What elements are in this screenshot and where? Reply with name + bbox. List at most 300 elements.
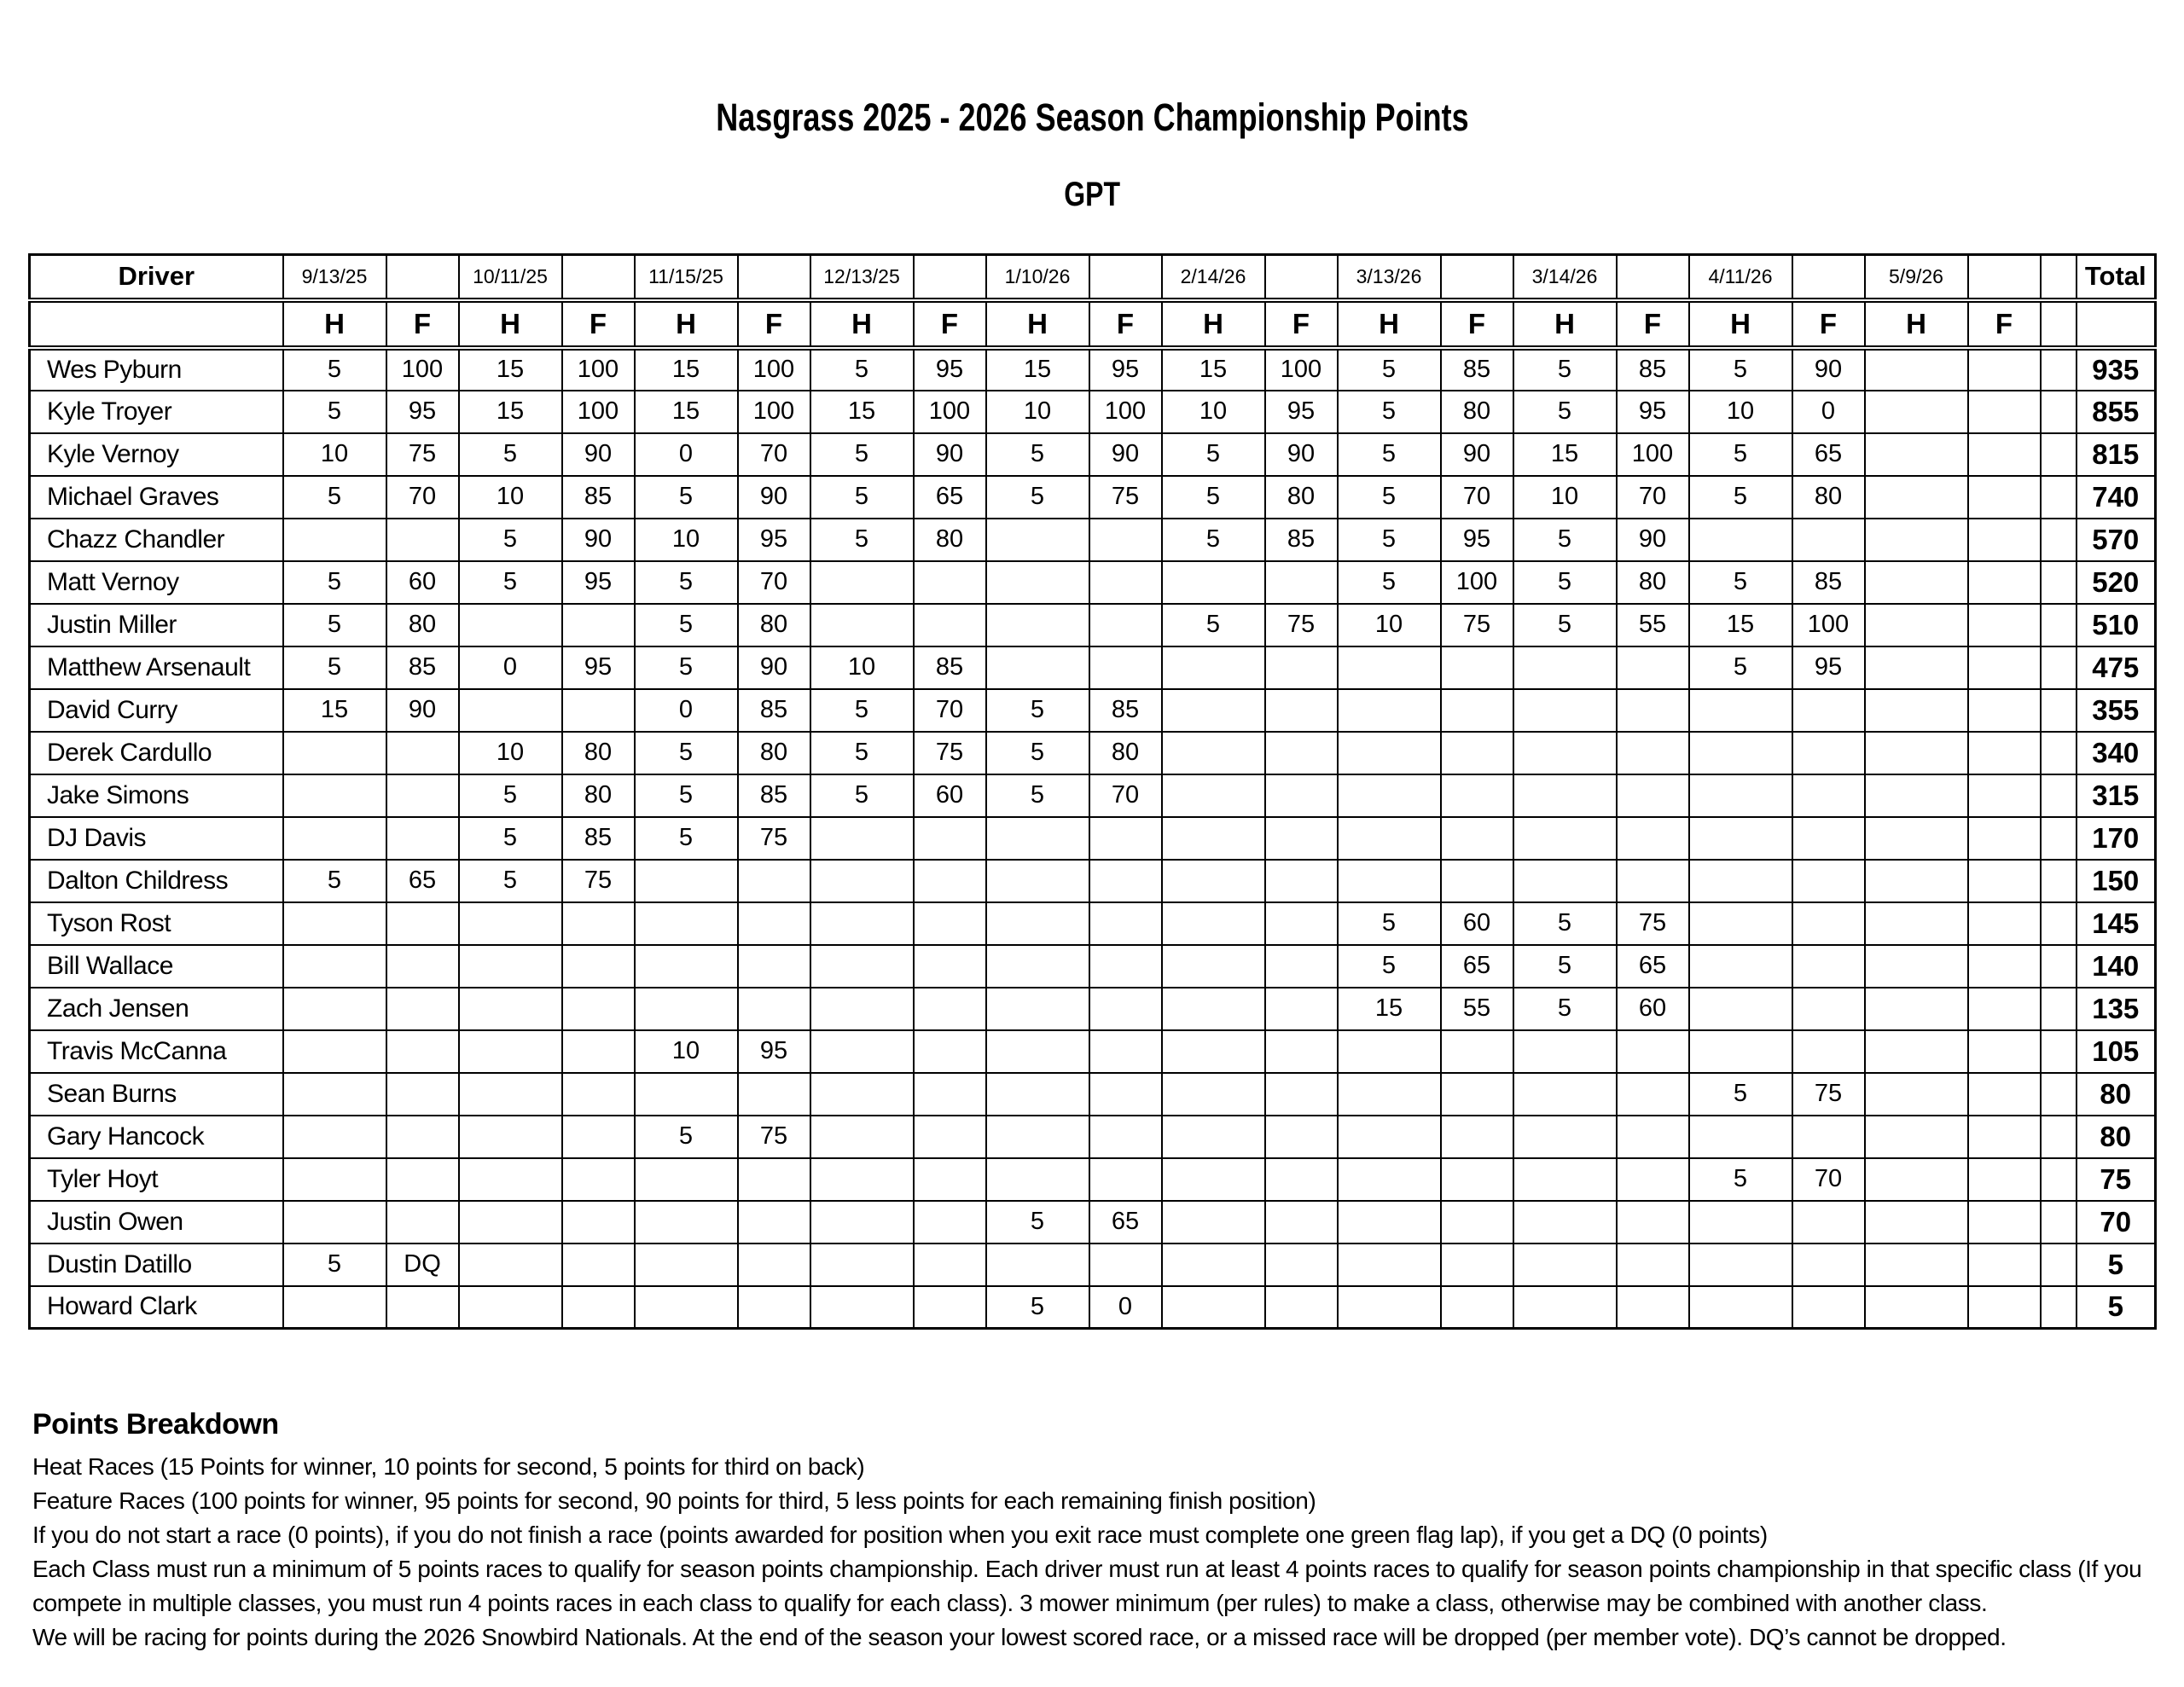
points-cell-14: 15 [1513,433,1617,476]
points-cell-8 [986,646,1089,689]
spacer-column-header [2041,255,2077,300]
points-cell-18 [1865,604,1968,646]
points-cell-17: 65 [1792,433,1865,476]
points-cell-16: 5 [1689,1158,1792,1201]
points-cell-8: 5 [986,433,1089,476]
total-cell: 5 [2077,1286,2156,1329]
spacer-cell [2041,391,2077,433]
points-cell-12: 10 [1338,604,1441,646]
points-cell-18 [1865,561,1968,604]
heat-column-header-1: H [459,300,562,348]
driver-row-19 [30,1158,2156,1201]
points-cell-12: 5 [1338,476,1441,519]
points-cell-4: 0 [635,433,738,476]
points-cell-15: 60 [1617,988,1689,1030]
spacer-cell [2041,1030,2077,1073]
points-cell-14 [1513,1201,1617,1244]
points-cell-8 [986,604,1089,646]
points-cell-13: 65 [1441,945,1513,988]
points-cell-7 [914,988,986,1030]
date-header-blank-8 [1792,255,1865,300]
points-cell-13 [1441,732,1513,774]
points-cell-0 [283,1158,386,1201]
points-cell-11 [1265,774,1338,817]
points-cell-17 [1792,902,1865,945]
points-cell-19 [1968,476,2041,519]
total-cell: 355 [2077,689,2156,732]
notes-section [32,1408,2150,1655]
points-cell-12: 5 [1338,391,1441,433]
points-cell-14: 5 [1513,945,1617,988]
points-cell-7 [914,1244,986,1286]
points-cell-8 [986,860,1089,902]
points-cell-17 [1792,988,1865,1030]
points-cell-0 [283,774,386,817]
points-cell-14 [1513,689,1617,732]
points-cell-13: 100 [1441,561,1513,604]
driver-row-14 [30,945,2156,988]
points-cell-15: 75 [1617,902,1689,945]
points-cell-15 [1617,1073,1689,1116]
driver-column-subheader [30,300,283,348]
points-cell-3: 90 [562,519,635,561]
driver-row-11 [30,817,2156,860]
points-cell-19 [1968,1116,2041,1158]
points-cell-4: 15 [635,348,738,391]
points-cell-17 [1792,1244,1865,1286]
total-cell: 135 [2077,988,2156,1030]
points-cell-16: 5 [1689,646,1792,689]
points-cell-3: 95 [562,561,635,604]
points-cell-1: 90 [386,689,459,732]
points-cell-4: 5 [635,561,738,604]
points-cell-6: 5 [810,774,914,817]
spacer-cell [2041,1116,2077,1158]
driver-row-7 [30,646,2156,689]
points-cell-16 [1689,1116,1792,1158]
points-cell-12 [1338,732,1441,774]
points-cell-16: 5 [1689,348,1792,391]
points-cell-16 [1689,1030,1792,1073]
points-cell-18 [1865,391,1968,433]
points-cell-18 [1865,646,1968,689]
points-cell-2: 15 [459,348,562,391]
points-cell-15: 70 [1617,476,1689,519]
driver-row-1 [30,391,2156,433]
points-cell-2 [459,1158,562,1201]
points-cell-15 [1617,860,1689,902]
total-cell: 740 [2077,476,2156,519]
points-cell-4 [635,1286,738,1329]
driver-row-9 [30,732,2156,774]
heat-column-header-9: H [1865,300,1968,348]
points-cell-4: 0 [635,689,738,732]
points-cell-18 [1865,1201,1968,1244]
points-cell-10 [1162,732,1265,774]
points-cell-0: 5 [283,1244,386,1286]
points-cell-13 [1441,1244,1513,1286]
points-cell-17: 95 [1792,646,1865,689]
points-cell-12: 5 [1338,433,1441,476]
points-cell-16 [1689,774,1792,817]
driver-row-15 [30,988,2156,1030]
points-cell-11 [1265,1244,1338,1286]
points-cell-5: 100 [738,348,810,391]
points-cell-6 [810,1030,914,1073]
points-cell-17 [1792,817,1865,860]
points-cell-11 [1265,1158,1338,1201]
points-cell-8 [986,519,1089,561]
points-cell-1 [386,945,459,988]
points-cell-7 [914,1030,986,1073]
points-cell-0 [283,1201,386,1244]
points-cell-13 [1441,1073,1513,1116]
total-cell: 80 [2077,1116,2156,1158]
date-header-blank-9 [1968,255,2041,300]
points-cell-7 [914,1073,986,1116]
points-cell-4: 5 [635,732,738,774]
points-cell-1: DQ [386,1244,459,1286]
driver-name-cell: Wes Pyburn [30,348,283,391]
date-header-9: 5/9/26 [1865,255,1968,300]
points-cell-0 [283,1286,386,1329]
driver-name-cell: Derek Cardullo [30,732,283,774]
driver-name-cell: DJ Davis [30,817,283,860]
points-cell-17 [1792,945,1865,988]
points-cell-4 [635,945,738,988]
points-cell-0: 5 [283,476,386,519]
heat-column-header-8: H [1689,300,1792,348]
points-cell-15 [1617,1116,1689,1158]
points-cell-13: 60 [1441,902,1513,945]
points-cell-3 [562,1030,635,1073]
driver-row-8 [30,689,2156,732]
points-cell-4: 5 [635,817,738,860]
points-cell-6 [810,604,914,646]
points-cell-8 [986,1158,1089,1201]
points-cell-8 [986,988,1089,1030]
notes-line-4: We will be racing for points during the 2026 Snowbird Nationals. At the end of the season your lowest scored race, or a missed race will be dropped (per member vote). DQ’s cannot be dropped. [32,1624,2007,1650]
points-cell-11 [1265,732,1338,774]
points-cell-17: 100 [1792,604,1865,646]
points-cell-12: 5 [1338,561,1441,604]
points-cell-1: 70 [386,476,459,519]
points-cell-0: 5 [283,604,386,646]
points-cell-9 [1089,1244,1162,1286]
total-cell: 170 [2077,817,2156,860]
points-cell-19 [1968,1286,2041,1329]
points-cell-6: 5 [810,433,914,476]
points-cell-8: 10 [986,391,1089,433]
points-cell-7 [914,1158,986,1201]
points-table [28,253,2157,1330]
spacer-cell [2041,860,2077,902]
points-cell-12 [1338,1073,1441,1116]
points-cell-9: 75 [1089,476,1162,519]
points-cell-5: 70 [738,561,810,604]
driver-name-cell: Dalton Childress [30,860,283,902]
points-cell-18 [1865,817,1968,860]
points-cell-7: 75 [914,732,986,774]
points-cell-7: 60 [914,774,986,817]
points-cell-7 [914,1201,986,1244]
points-cell-19 [1968,817,2041,860]
points-cell-14: 5 [1513,348,1617,391]
date-header-blank-6 [1441,255,1513,300]
points-cell-14 [1513,1030,1617,1073]
points-cell-10 [1162,860,1265,902]
points-cell-9 [1089,604,1162,646]
points-cell-5 [738,945,810,988]
driver-row-18 [30,1116,2156,1158]
points-cell-14: 5 [1513,988,1617,1030]
spacer-cell [2041,774,2077,817]
points-cell-12 [1338,1201,1441,1244]
points-cell-7: 80 [914,519,986,561]
spacer-cell [2041,1286,2077,1329]
points-cell-10: 5 [1162,433,1265,476]
driver-name-cell: David Curry [30,689,283,732]
driver-name-cell: Kyle Troyer [30,391,283,433]
points-cell-13: 55 [1441,988,1513,1030]
driver-row-5 [30,561,2156,604]
points-cell-6: 5 [810,519,914,561]
points-cell-10: 5 [1162,519,1265,561]
points-cell-0 [283,902,386,945]
points-cell-1 [386,1030,459,1073]
points-cell-10 [1162,689,1265,732]
points-cell-18 [1865,860,1968,902]
points-cell-19 [1968,561,2041,604]
points-cell-1 [386,774,459,817]
points-cell-6 [810,988,914,1030]
points-cell-11 [1265,1116,1338,1158]
points-cell-14: 5 [1513,604,1617,646]
points-cell-8 [986,902,1089,945]
points-cell-8: 5 [986,1286,1089,1329]
points-cell-18 [1865,476,1968,519]
driver-name-cell: Justin Miller [30,604,283,646]
points-cell-10 [1162,945,1265,988]
points-cell-3 [562,1201,635,1244]
points-cell-7: 95 [914,348,986,391]
points-cell-4: 15 [635,391,738,433]
points-cell-5 [738,1244,810,1286]
points-cell-5: 95 [738,1030,810,1073]
points-cell-6 [810,1201,914,1244]
points-cell-11 [1265,689,1338,732]
points-cell-9: 70 [1089,774,1162,817]
points-cell-3 [562,988,635,1030]
points-cell-17: 0 [1792,391,1865,433]
feature-column-header-2: F [738,300,810,348]
points-cell-11 [1265,988,1338,1030]
points-cell-15 [1617,1030,1689,1073]
driver-name-cell: Gary Hancock [30,1116,283,1158]
points-cell-12 [1338,689,1441,732]
driver-column-header: Driver [30,255,283,300]
points-cell-19 [1968,391,2041,433]
points-cell-5: 70 [738,433,810,476]
points-cell-14 [1513,646,1617,689]
points-cell-7: 90 [914,433,986,476]
driver-name-cell: Chazz Chandler [30,519,283,561]
feature-column-header-0: F [386,300,459,348]
driver-name-cell: Michael Graves [30,476,283,519]
points-cell-7 [914,1286,986,1329]
spacer-cell [2041,1158,2077,1201]
points-cell-6 [810,945,914,988]
points-cell-9: 95 [1089,348,1162,391]
points-cell-19 [1968,348,2041,391]
points-cell-3: 80 [562,774,635,817]
total-cell: 520 [2077,561,2156,604]
driver-name-cell: Matt Vernoy [30,561,283,604]
points-cell-9 [1089,902,1162,945]
points-cell-1 [386,519,459,561]
points-cell-16 [1689,860,1792,902]
points-cell-1 [386,1073,459,1116]
total-cell: 80 [2077,1073,2156,1116]
points-cell-2: 5 [459,561,562,604]
date-header-1: 10/11/25 [459,255,562,300]
points-cell-9 [1089,860,1162,902]
points-cell-1: 100 [386,348,459,391]
points-cell-2 [459,988,562,1030]
spacer-cell [2041,604,2077,646]
date-header-blank-0 [386,255,459,300]
driver-name-cell: Kyle Vernoy [30,433,283,476]
feature-column-header-1: F [562,300,635,348]
points-cell-12 [1338,1030,1441,1073]
points-cell-19 [1968,689,2041,732]
points-cell-12 [1338,817,1441,860]
spacer-cell [2041,433,2077,476]
points-cell-13 [1441,646,1513,689]
date-header-2: 11/15/25 [635,255,738,300]
points-cell-3: 85 [562,817,635,860]
points-cell-1 [386,1201,459,1244]
points-cell-4: 5 [635,1116,738,1158]
points-cell-2: 5 [459,817,562,860]
points-cell-18 [1865,902,1968,945]
points-cell-6 [810,902,914,945]
points-cell-2 [459,1116,562,1158]
driver-name-cell: Matthew Arsenault [30,646,283,689]
points-cell-10 [1162,1158,1265,1201]
points-cell-3: 80 [562,732,635,774]
points-cell-14 [1513,1244,1617,1286]
points-cell-5: 80 [738,604,810,646]
points-cell-15 [1617,689,1689,732]
points-cell-6 [810,817,914,860]
date-header-blank-4 [1089,255,1162,300]
points-cell-4: 5 [635,646,738,689]
points-cell-8 [986,1073,1089,1116]
points-cell-18 [1865,988,1968,1030]
total-cell: 5 [2077,1244,2156,1286]
points-cell-17: 90 [1792,348,1865,391]
points-cell-13: 85 [1441,348,1513,391]
points-cell-11 [1265,1201,1338,1244]
feature-column-header-9: F [1968,300,2041,348]
points-cell-6 [810,1116,914,1158]
spacer-cell [2041,689,2077,732]
driver-name-cell: Sean Burns [30,1073,283,1116]
points-cell-13 [1441,1030,1513,1073]
points-cell-12 [1338,1244,1441,1286]
points-cell-19 [1968,646,2041,689]
points-cell-19 [1968,945,2041,988]
points-cell-1: 75 [386,433,459,476]
points-cell-15 [1617,646,1689,689]
points-cell-10 [1162,561,1265,604]
driver-name-cell: Tyson Rost [30,902,283,945]
total-cell: 75 [2077,1158,2156,1201]
notes-line-2: If you do not start a race (0 points), if you do not finish a race (points awarded for position when you exit race must complete one green flag lap), if you get a DQ (0 points) [32,1522,1768,1548]
points-cell-4: 10 [635,1030,738,1073]
points-cell-15 [1617,774,1689,817]
heat-column-header-6: H [1338,300,1441,348]
points-cell-10 [1162,817,1265,860]
points-cell-9: 80 [1089,732,1162,774]
points-cell-4 [635,1073,738,1116]
driver-row-10 [30,774,2156,817]
driver-name-cell: Bill Wallace [30,945,283,988]
date-header-8: 4/11/26 [1689,255,1792,300]
points-cell-17 [1792,732,1865,774]
points-cell-17: 85 [1792,561,1865,604]
points-table-body [30,348,2156,1329]
points-cell-6 [810,1244,914,1286]
date-header-blank-1 [562,255,635,300]
points-cell-18 [1865,732,1968,774]
header-row-dates [30,255,2156,300]
driver-row-12 [30,860,2156,902]
points-cell-0: 5 [283,391,386,433]
points-cell-5: 95 [738,519,810,561]
total-cell: 475 [2077,646,2156,689]
date-header-3: 12/13/25 [810,255,914,300]
points-cell-19 [1968,860,2041,902]
points-cell-10 [1162,646,1265,689]
page-title: Nasgrass 2025 - 2026 Season Championship Points [715,96,1469,139]
points-cell-9 [1089,519,1162,561]
points-cell-6 [810,1158,914,1201]
total-cell: 570 [2077,519,2156,561]
points-cell-4 [635,988,738,1030]
points-cell-11: 95 [1265,391,1338,433]
total-cell: 105 [2077,1030,2156,1073]
points-cell-9: 85 [1089,689,1162,732]
points-cell-19 [1968,604,2041,646]
points-cell-11 [1265,561,1338,604]
total-cell: 815 [2077,433,2156,476]
points-cell-1 [386,1286,459,1329]
points-cell-1 [386,988,459,1030]
points-cell-13 [1441,774,1513,817]
date-header-7: 3/14/26 [1513,255,1617,300]
points-cell-1 [386,1158,459,1201]
points-cell-5: 75 [738,817,810,860]
driver-name-cell: Justin Owen [30,1201,283,1244]
points-cell-15: 65 [1617,945,1689,988]
points-cell-3 [562,604,635,646]
points-cell-5 [738,860,810,902]
points-cell-3 [562,945,635,988]
points-cell-3 [562,1286,635,1329]
points-cell-11 [1265,817,1338,860]
